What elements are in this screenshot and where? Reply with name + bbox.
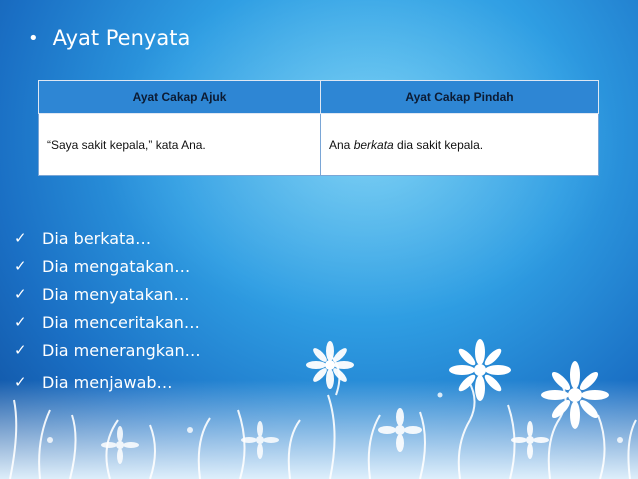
title-bullet: • [28,27,39,49]
list-item [14,368,201,396]
indirect-before: Ana [329,137,354,152]
indirect-after: dia sakit kepala. [393,137,484,152]
verb-list [14,224,201,396]
title-text: Ayat Penyata [52,26,191,50]
header-indirect-speech: Ayat Cakap Pindah [321,81,599,114]
list-item-text: Dia menyatakan… [42,284,190,304]
table-row [39,114,599,176]
header-direct-speech: Ayat Cakap Ajuk [39,81,321,114]
check-icon: ✓ [14,257,27,275]
table-header-row [39,81,599,114]
list-item-text: Dia menjawab… [42,372,173,392]
list-item [14,252,201,280]
indirect-italic: berkata [353,137,394,152]
check-icon: ✓ [14,373,27,391]
list-item-text: Dia mengatakan… [42,256,191,276]
check-icon: ✓ [14,229,27,247]
check-icon: ✓ [14,313,27,331]
cell-indirect-speech [321,114,599,176]
slide-title [28,26,190,50]
check-icon: ✓ [14,341,27,359]
list-item [14,280,201,308]
list-item [14,224,201,252]
cell-direct-speech: “Saya sakit kepala,” kata Ana. [39,114,321,176]
list-item [14,336,201,364]
list-item [14,308,201,336]
list-item-text: Dia menceritakan… [42,312,200,332]
list-item-text: Dia berkata… [42,228,152,248]
check-icon: ✓ [14,285,27,303]
list-item-text: Dia menerangkan… [42,340,201,360]
speech-table [38,80,599,176]
